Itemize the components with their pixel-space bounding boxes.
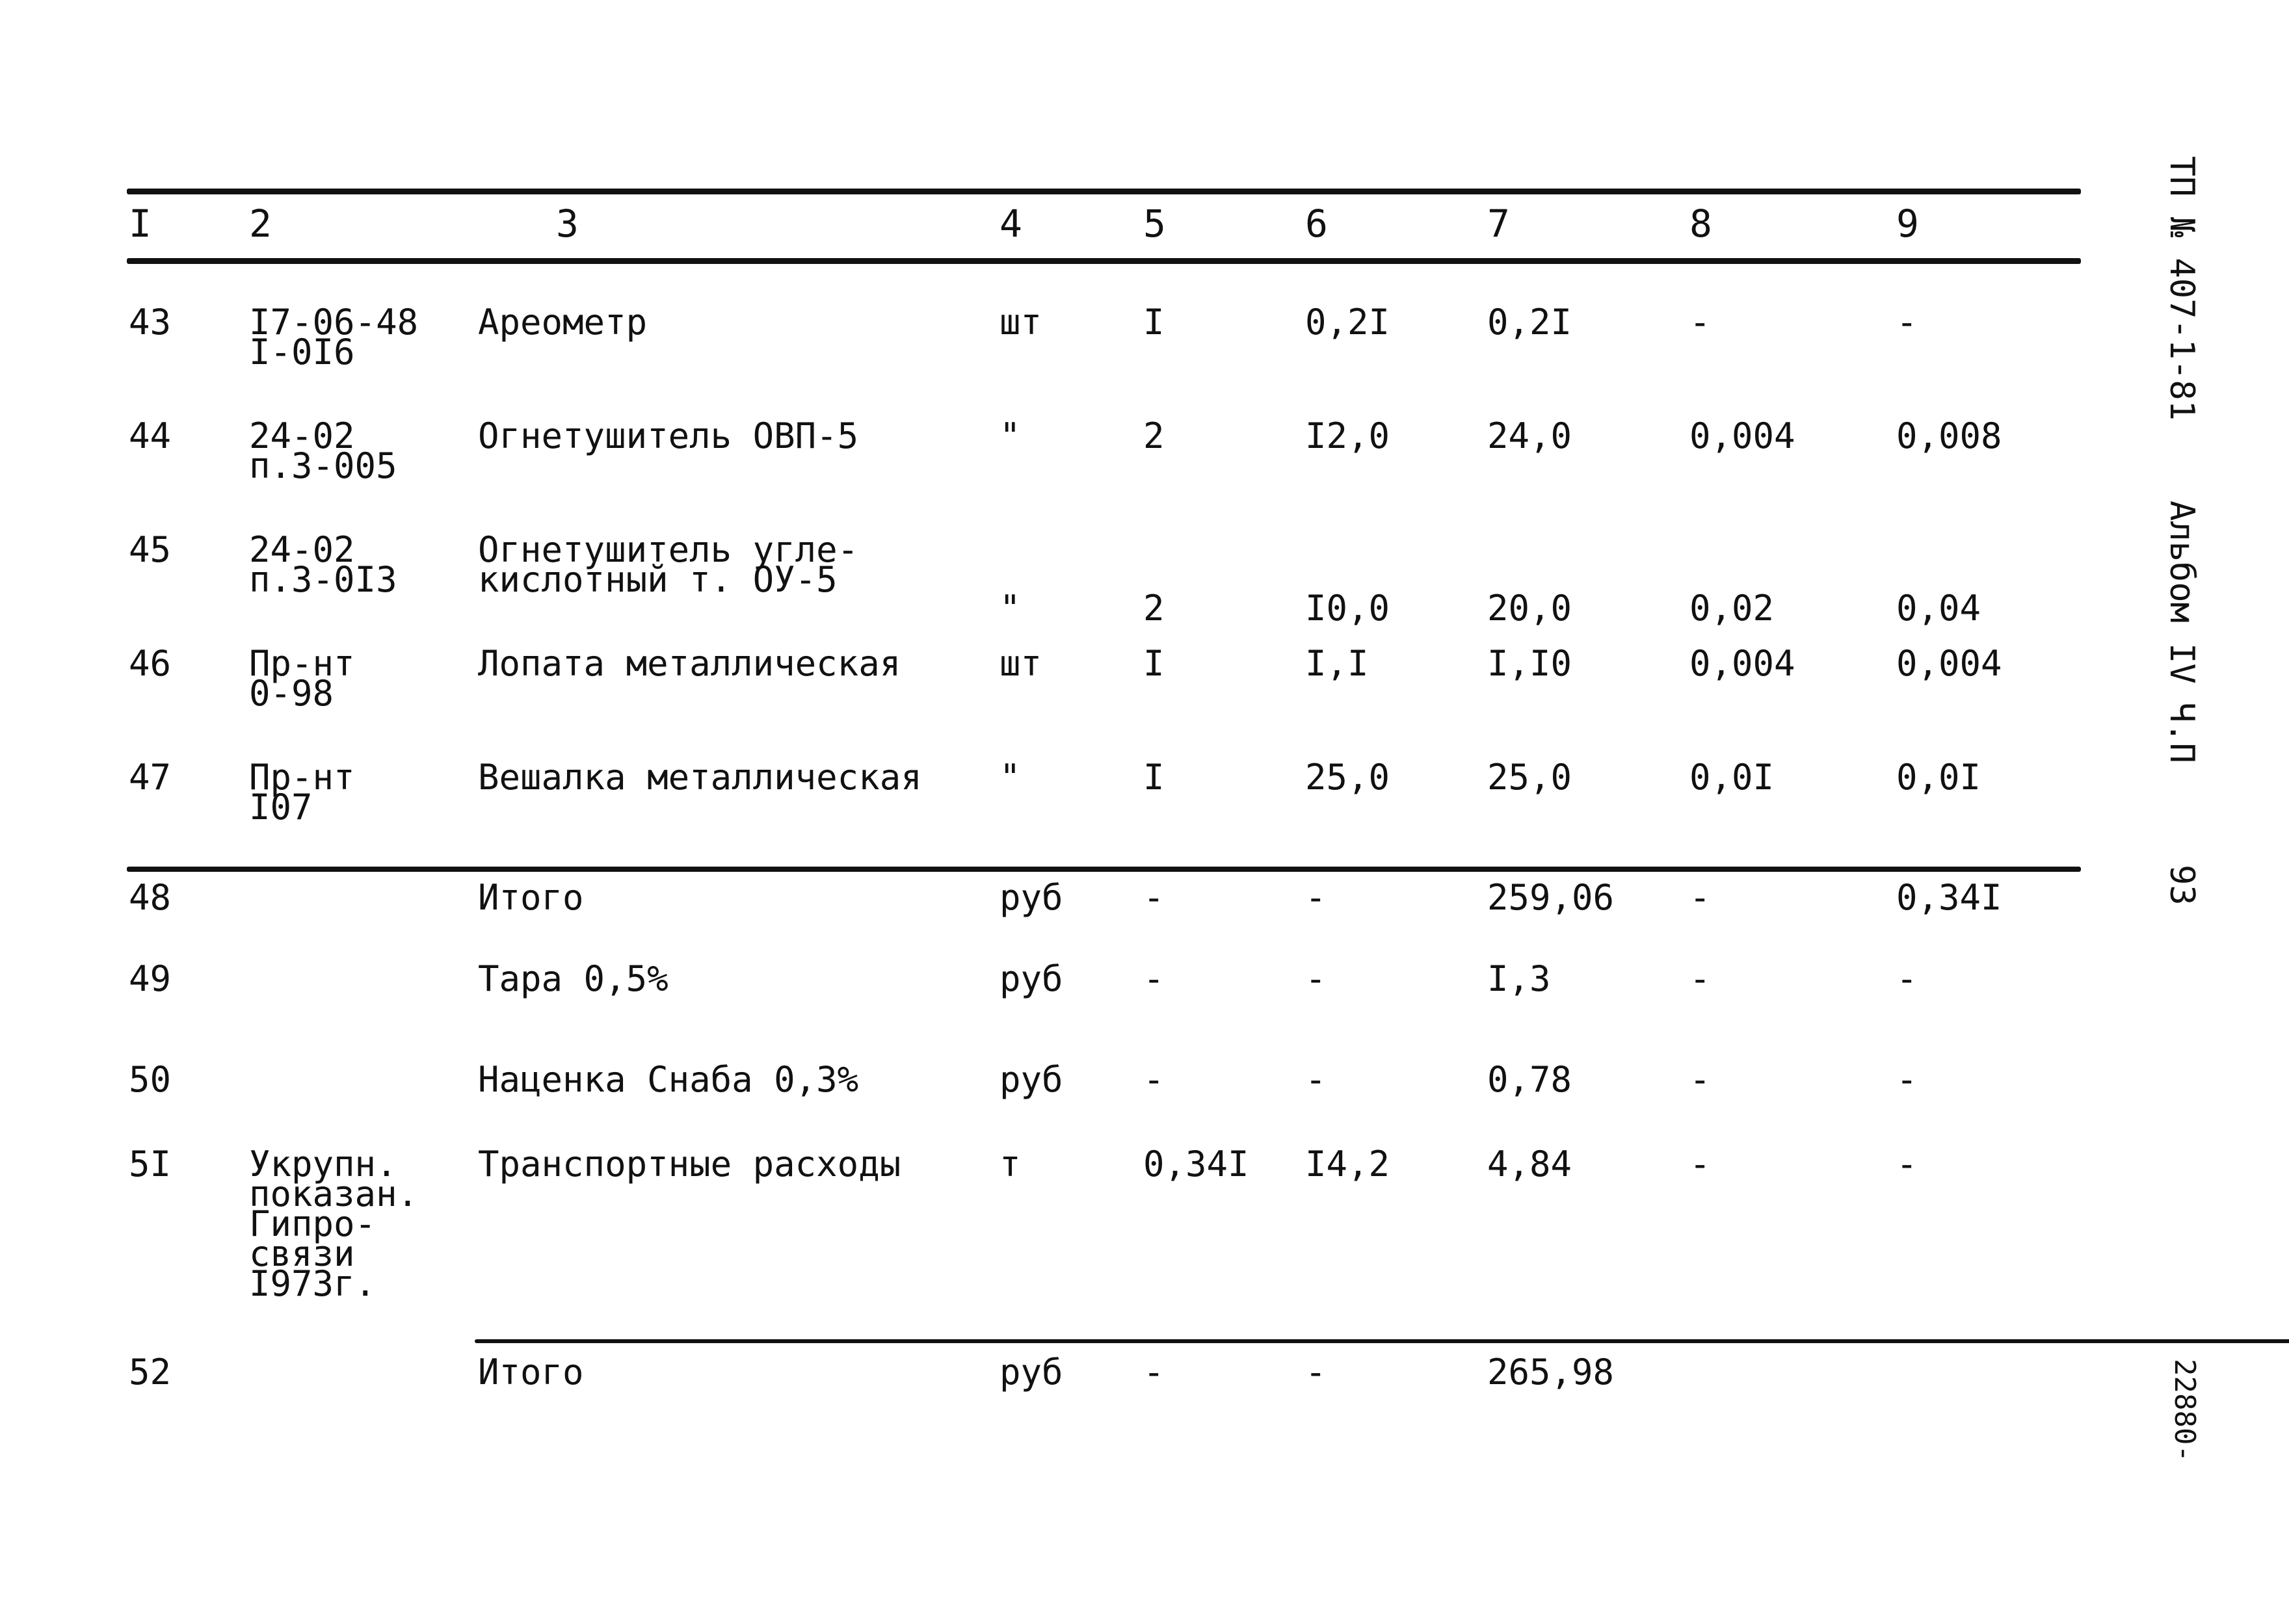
- row-price: I,I: [1305, 643, 1369, 684]
- row-code-line: Пр-нт: [249, 757, 355, 798]
- row-name-line: Транспортные расходы: [478, 1144, 901, 1185]
- row-number: 5I: [129, 1144, 172, 1185]
- row-price: -: [1305, 1059, 1327, 1100]
- row-unit: шт: [999, 302, 1042, 343]
- row-quantity: -: [1143, 1352, 1165, 1393]
- row-price: I4,2: [1305, 1144, 1390, 1185]
- row-weight-total: 0,008: [1896, 415, 2002, 456]
- subtotal-rule: [127, 867, 2081, 872]
- row-code-line: 0-98: [249, 673, 334, 714]
- row-price: -: [1305, 1352, 1327, 1393]
- column-header-1: I: [129, 202, 152, 246]
- row-sum: 25,0: [1487, 757, 1572, 798]
- row-weight-unit: 0,02: [1689, 588, 1775, 629]
- row-unit: ": [999, 588, 1021, 629]
- row-name-line: Тара 0,5%: [478, 958, 668, 999]
- row-quantity: 0,34I: [1143, 1144, 1249, 1185]
- row-price: 25,0: [1305, 757, 1390, 798]
- column-header-4: 4: [999, 202, 1022, 246]
- row-sum: 4,84: [1487, 1144, 1572, 1185]
- row-price: -: [1305, 877, 1327, 918]
- column-header-9: 9: [1896, 202, 1919, 246]
- row-number: 44: [129, 415, 172, 456]
- row-name-line: Наценка Снаба 0,3%: [478, 1059, 859, 1100]
- row-number: 50: [129, 1059, 172, 1100]
- row-sum: I,I0: [1487, 643, 1572, 684]
- row-sum: 20,0: [1487, 588, 1572, 629]
- row-code-line: Укрупн.: [249, 1144, 397, 1185]
- row-weight-unit: -: [1689, 302, 1711, 343]
- row-number: 48: [129, 877, 172, 918]
- row-code-line: I-0I6: [249, 332, 355, 373]
- row-weight-total: 0,0I: [1896, 757, 1981, 798]
- column-header-5: 5: [1143, 202, 1166, 246]
- row-quantity: -: [1143, 1059, 1165, 1100]
- row-price: -: [1305, 958, 1327, 999]
- row-price: 0,2I: [1305, 302, 1390, 343]
- row-name-line: Итого: [478, 1352, 584, 1393]
- side-margin: [2113, 0, 2204, 1624]
- row-code-line: связи: [249, 1233, 355, 1274]
- row-unit: руб: [999, 1059, 1063, 1100]
- table-header-rule: [127, 258, 2081, 264]
- row-weight-unit: 0,004: [1689, 643, 1795, 684]
- row-weight-unit: -: [1689, 958, 1711, 999]
- row-number: 46: [129, 643, 172, 684]
- row-name-line: Лопата металлическая: [478, 643, 901, 684]
- row-price: I2,0: [1305, 415, 1390, 456]
- row-quantity: 2: [1143, 415, 1165, 456]
- row-sum: 0,2I: [1487, 302, 1572, 343]
- row-quantity: -: [1143, 877, 1165, 918]
- row-sum: 259,06: [1487, 877, 1615, 918]
- row-quantity: I: [1143, 643, 1165, 684]
- row-code-line: I07: [249, 787, 313, 828]
- part-label: Ч.П: [2162, 702, 2201, 763]
- row-code-line: п.3-0I3: [249, 559, 397, 600]
- row-code-line: Гипро-: [249, 1203, 377, 1244]
- row-sum: I,3: [1487, 958, 1551, 999]
- row-sum: 24,0: [1487, 415, 1572, 456]
- table-top-rule: [127, 189, 2081, 194]
- row-name-line: Ареометр: [478, 302, 648, 343]
- row-unit: руб: [999, 877, 1063, 918]
- row-code-line: п.3-005: [249, 445, 397, 486]
- row-unit: т: [999, 1144, 1021, 1185]
- column-header-2: 2: [249, 202, 272, 246]
- row-number: 52: [129, 1352, 172, 1393]
- row-code-line: Пр-нт: [249, 643, 355, 684]
- row-weight-unit: 0,004: [1689, 415, 1795, 456]
- column-header-8: 8: [1689, 202, 1712, 246]
- stamp-number: 22880-: [2168, 1359, 2201, 1462]
- row-name-line: Огнетушитель угле-: [478, 529, 859, 570]
- column-header-7: 7: [1487, 202, 1510, 246]
- row-quantity: I: [1143, 757, 1165, 798]
- row-code-line: показан.: [249, 1173, 419, 1214]
- row-unit: ": [999, 415, 1021, 456]
- row-sum: 0,78: [1487, 1059, 1572, 1100]
- row-unit: руб: [999, 1352, 1063, 1393]
- row-weight-unit: -: [1689, 1144, 1711, 1185]
- row-weight-unit: 0,0I: [1689, 757, 1775, 798]
- album-label: Альбом IV: [2162, 501, 2201, 684]
- row-quantity: -: [1143, 958, 1165, 999]
- column-header-3: 3: [556, 202, 579, 246]
- row-unit: ": [999, 757, 1021, 798]
- row-weight-total: 0,004: [1896, 643, 2002, 684]
- row-code-line: 24-02: [249, 415, 355, 456]
- column-header-6: 6: [1305, 202, 1328, 246]
- row-unit: руб: [999, 958, 1063, 999]
- row-weight-total: 0,04: [1896, 588, 1981, 629]
- page-number: 93: [2162, 865, 2201, 906]
- row-name-line: Итого: [478, 877, 584, 918]
- row-code-line: 24-02: [249, 529, 355, 570]
- row-code-line: I973г.: [249, 1263, 377, 1304]
- row-price: I0,0: [1305, 588, 1390, 629]
- row-number: 43: [129, 302, 172, 343]
- row-number: 45: [129, 529, 172, 570]
- row-weight-total: -: [1896, 958, 1918, 999]
- row-weight-unit: -: [1689, 877, 1711, 918]
- row-quantity: I: [1143, 302, 1165, 343]
- row-unit: шт: [999, 643, 1042, 684]
- row-sum: 265,98: [1487, 1352, 1615, 1393]
- row-number: 47: [129, 757, 172, 798]
- total-rule: [475, 1339, 2289, 1343]
- row-weight-total: -: [1896, 302, 1918, 343]
- doc-reference: ТП № 407-1-81: [2162, 156, 2201, 421]
- row-quantity: 2: [1143, 588, 1165, 629]
- row-weight-unit: -: [1689, 1059, 1711, 1100]
- row-weight-total: -: [1896, 1144, 1918, 1185]
- row-weight-total: -: [1896, 1059, 1918, 1100]
- row-code-line: I7-06-48: [249, 302, 419, 343]
- row-weight-total: 0,34I: [1896, 877, 2002, 918]
- row-name-line: кислотный т. ОУ-5: [478, 559, 838, 600]
- row-name-line: Вешалка металлическая: [478, 757, 922, 798]
- row-name-line: Огнетушитель ОВП-5: [478, 415, 859, 456]
- row-number: 49: [129, 958, 172, 999]
